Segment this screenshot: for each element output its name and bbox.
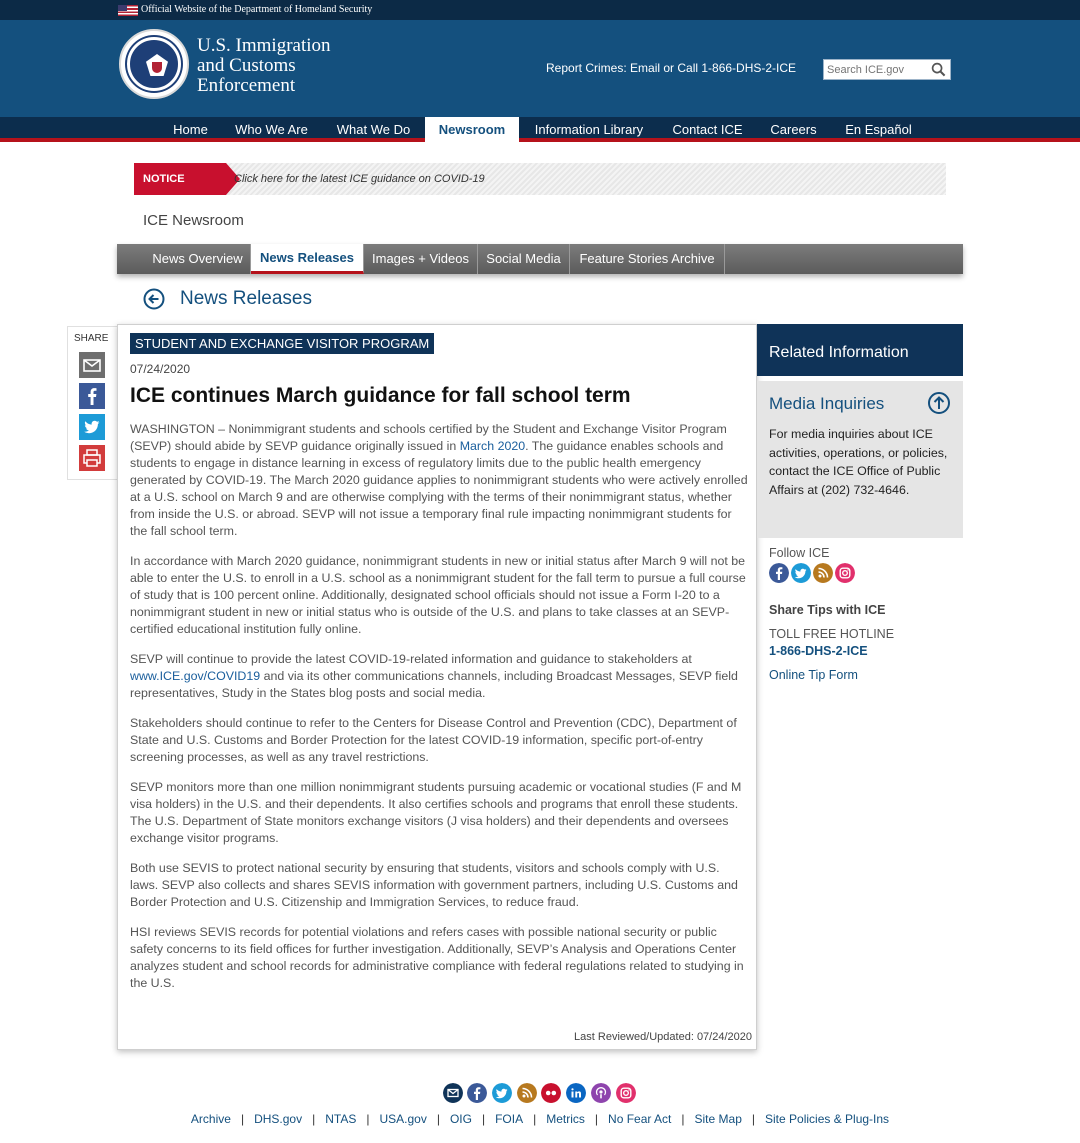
facebook-icon[interactable] [769,563,789,583]
seal-emblem [127,37,181,91]
twitter-icon[interactable] [492,1083,512,1103]
report-crimes-text: Report Crimes: Email or Call 1-866-DHS-2-ICE [546,61,797,75]
footer-link-ntas[interactable]: NTAS [325,1112,357,1126]
article-paragraph: Both use SEVIS to protect national security by ensuring that students, visitors and schools comply with U.S. laws. SEVP also collects and shares SEVIS information with government partners, including U.S. Customs and Border Protection and U.S. Citizenship and Immigration Services, to reduce fraud. [130,861,738,909]
share-panel [67,326,117,480]
instagram-icon[interactable] [616,1083,636,1103]
site-brand[interactable] [197,36,331,96]
collapse-arrow-icon[interactable] [927,391,951,415]
footer-link-dhs[interactable]: DHS.gov [254,1112,303,1126]
article-panel [117,324,757,1050]
footer-separator: | [240,1112,245,1126]
footer-link-metrics[interactable]: Metrics [546,1112,585,1126]
search-box [823,59,951,80]
hotline-label: TOLL FREE HOTLINE [769,627,895,641]
share-tips-title: Share Tips with ICE [769,603,886,617]
last-updated: Last Reviewed/Updated: 07/24/2020 [574,1031,752,1043]
email-icon[interactable] [443,1083,463,1103]
podcast-icon[interactable] [591,1083,611,1103]
notice-label: NOTICE [134,163,226,195]
covid19-link[interactable]: www.ICE.gov/COVID19 [130,669,261,683]
article-paragraph: In accordance with March 2020 guidance, nonimmigrant students in new or initial status after March 9 will not be able to enter the U.S. to enroll in a U.S. school as a nonimmigrant student for the fall term to pursue a full course of study that is 100 percent online. Additionally, designated school officials should not issue a Form I-20 to a nonimmigrant student in new or initial status who is outside of the U.S. and plans to take classes at an SEVP-certified educational institution fully online. [130,554,746,636]
footer-link-foia[interactable]: FOIA [495,1112,524,1126]
tab-news-overview[interactable]: News Overview [145,244,251,274]
footer-separator: | [533,1112,537,1126]
footer-links [0,1112,1080,1126]
paragraph-text: WASHINGTON – Nonimmigrant students and schools certified by the Student and Exchange Visitor Program (SEVP) should abide by SEVP guidance originally issued in [130,422,727,453]
footer-link-usa-gov[interactable]: USA.gov [379,1112,427,1126]
nav-careers[interactable]: Careers [770,122,817,137]
media-inquiries-panel [757,381,963,538]
notice-link[interactable]: Click here for the latest ICE guidance on COVID-19 [234,173,485,185]
related-info-heading: Related Information [757,324,963,376]
footer-separator: | [436,1112,440,1126]
footer-separator: | [751,1112,755,1126]
article-paragraph: HSI reviews SEVIS records for potential violations and refers cases with possible national security or public safety concerns to its field offices for further investigation. Additionally, SEVP’s Analysis and Operations Center analyzes student and school records for administrative compliance with federal regulations related to studying in the U.S. [130,925,744,990]
article-paragraph: Stakeholders should continue to refer to the Centers for Disease Control and Prevention (CDC), Department of State and U.S. Customs and Border Protection for the latest COVID-19 information, specific port-of-entry screening processes, as well as any travel restrictions. [130,716,737,764]
gov-banner-text: Official Website of the Department of Homeland Security [141,4,373,15]
tab-images-videos[interactable]: Images + Videos [364,244,478,274]
hotline-number[interactable]: 1-866-DHS-2-ICE [769,644,868,658]
footer-separator: | [594,1112,599,1126]
program-tag[interactable]: STUDENT AND EXCHANGE VISITOR PROGRAM [130,333,434,354]
article-paragraph [130,651,748,702]
tab-news-releases[interactable]: News Releases [251,244,364,274]
twitter-share-icon[interactable] [79,414,105,440]
nav-en-espanol[interactable]: En Español [845,122,912,137]
print-icon[interactable] [79,445,105,471]
facebook-share-icon[interactable] [79,383,105,409]
footer-separator: | [312,1112,316,1126]
nav-home[interactable]: Home [173,122,208,137]
paragraph-text: SEVP will continue to provide the latest COVID-19-related information and guidance to stakeholders at [130,652,692,666]
online-tip-form-link[interactable]: Online Tip Form [769,668,858,682]
brand-line-2: and Customs [197,55,296,76]
paragraph-text: and via its other communications channels, including Broadcast Messages, SEVP field representatives, Study in the States blog posts and social media. [130,669,738,700]
footer-separator: | [366,1112,370,1126]
email-share-icon[interactable] [79,352,105,378]
section-title: ICE Newsroom [143,212,244,229]
media-inquiries-text: For media inquiries about ICE activities, operations, or policies, contact the ICE Office of Public Affairs at (202) 732-4646. [769,427,948,497]
linkedin-icon[interactable] [566,1083,586,1103]
article-date: 07/24/2020 [130,362,191,376]
share-label: SHARE [74,333,109,344]
nav-newsroom[interactable]: Newsroom [425,117,519,142]
footer-separator: | [681,1112,685,1126]
follow-ice-label: Follow ICE [769,546,830,560]
page-heading: News Releases [180,288,312,309]
brand-line-3: Enforcement [197,75,296,96]
flickr-icon[interactable] [541,1083,561,1103]
us-flag-icon [118,5,138,16]
nav-information-library[interactable]: Information Library [534,122,644,137]
main-nav [0,117,1080,142]
nav-who-we-are[interactable]: Who We Are [235,122,308,137]
footer-link-no-fear-act[interactable]: No Fear Act [608,1112,672,1126]
brand-line-1: U.S. Immigration [197,35,331,56]
search-input[interactable] [824,61,924,80]
tab-social-media[interactable]: Social Media [478,244,570,274]
media-inquiries-title[interactable]: Media Inquiries [769,394,885,413]
dhs-seal-logo[interactable] [119,29,189,99]
footer-link-site-map[interactable]: Site Map [694,1112,742,1126]
footer-link-archive[interactable]: Archive [190,1112,231,1126]
march-2020-link[interactable]: March 2020 [459,439,526,453]
instagram-icon[interactable] [835,563,855,583]
shield-icon [152,62,162,73]
footer-link-site-policies[interactable]: Site Policies & Plug-Ins [765,1112,890,1126]
article-paragraph: SEVP monitors more than one million nonimmigrant students pursuing academic or vocational studies (F and M visa holders) in the U.S. and their dependents. It also certifies schools and programs that enroll these students. The U.S. Department of State monitors exchange visitors (J visa holders) and their dependents and oversees exchange visitor programs. [130,780,742,845]
footer-link-oig[interactable]: OIG [449,1112,472,1126]
back-arrow-icon[interactable] [143,288,165,310]
footer-separator: | [481,1112,486,1126]
nav-contact-ice[interactable]: Contact ICE [672,122,743,137]
article-paragraph [130,421,748,540]
rss-icon[interactable] [517,1083,537,1103]
article-body [130,421,748,1005]
search-icon[interactable] [931,62,946,77]
paragraph-text: . The guidance enables schools and students to engage in distance learning in excess of regulatory limits due to the public health emergency generated by COVID-19. The March 2020 guidance applies to nonimmigrant students who were actively enrolled at a U.S. school on March 9 and are otherwise complying with the terms of their nonimmigrant status, whether from inside the U.S. or abroad. SEVP will not issue a temporary final rule impacting nonimmigrant students for the fall school term. [130,439,748,538]
tab-feature-stories-archive[interactable]: Feature Stories Archive [570,244,725,274]
nav-what-we-do[interactable]: What We Do [336,122,411,137]
covid-notice-banner[interactable] [134,163,946,195]
gov-banner [0,0,1080,20]
rss-icon[interactable] [813,563,833,583]
site-header [0,20,1080,117]
facebook-icon[interactable] [467,1083,487,1103]
twitter-icon[interactable] [791,563,811,583]
article-headline: ICE continues March guidance for fall school term [130,384,631,407]
newsroom-subnav [117,244,963,274]
